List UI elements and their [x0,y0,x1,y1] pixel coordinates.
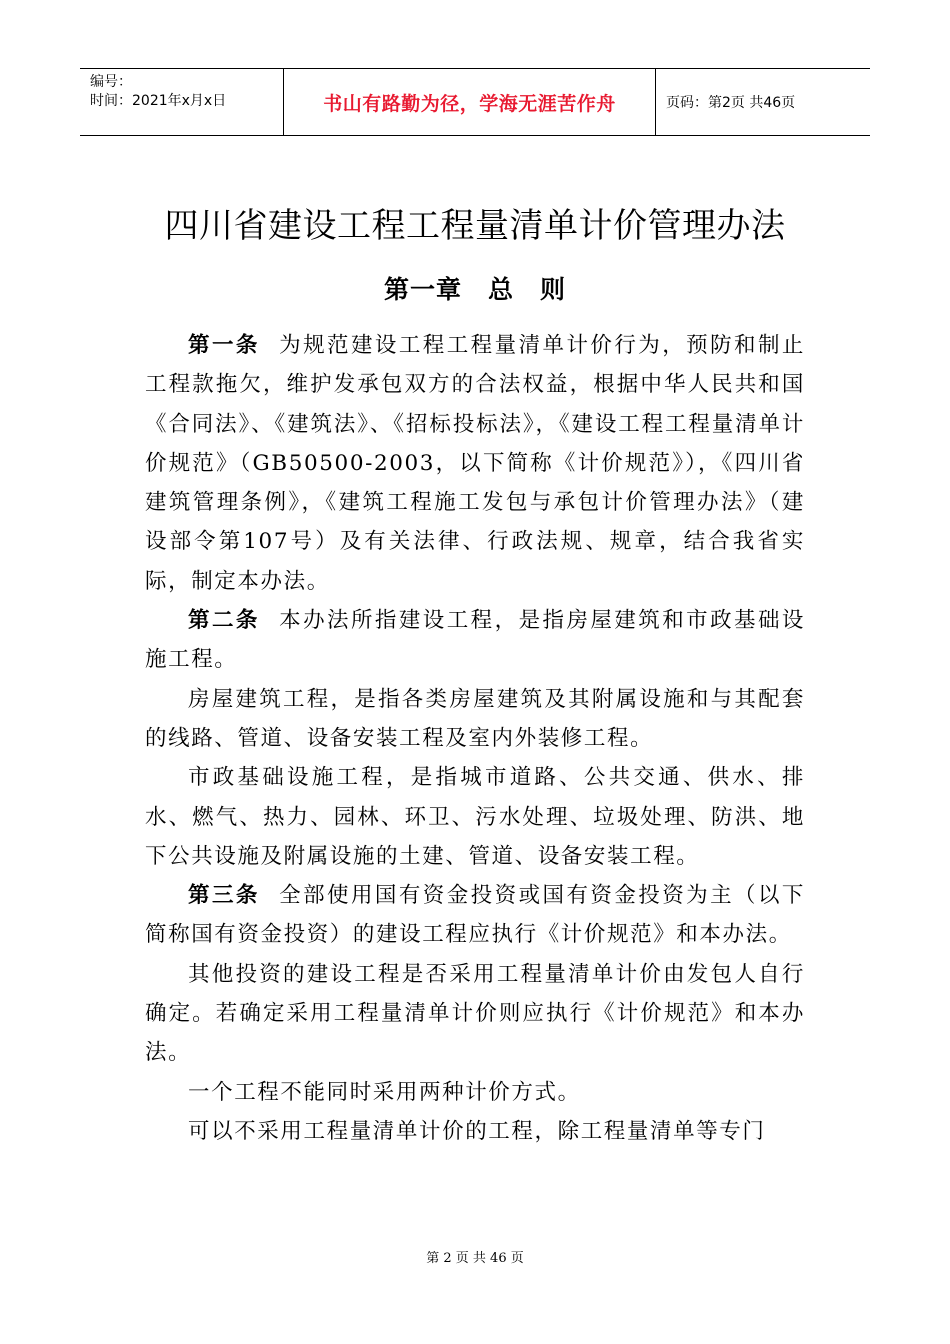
paragraph-text: 为规范建设工程工程量清单计价行为，预防和制止工程款拖欠，维护发承包双方的合法权益，根据中华人民共和国《合同法》、《建筑法》、《招标投标法》，《建设工程工程量清单计价规范》（GB50500-2003，以下简称《计价规范》），《四川省建筑管理条例》，《建筑工程施工发包与承包计价管理办法》（建设部令第107号）及有关法律、行政法规、规章，结合我省实际，制定本办法。 [145,333,805,594]
paragraph [145,955,805,1073]
document-header [80,68,870,136]
article-number: 第二条 [188,608,260,634]
article-number: 第一条 [188,333,260,358]
paragraph-text: 其他投资的建设工程是否采用工程量清单计价由发包人自行确定。若确定采用工程量清单计价则应执行《计价规范》和本办法。 [145,961,805,1066]
paragraph [145,876,805,955]
paragraph [145,1112,805,1151]
paragraph [145,326,805,601]
paragraph [145,758,805,876]
header-motto: 书山有路勤为径，学海无涯苦作舟 [283,69,656,135]
paragraph [145,601,805,680]
paragraph [145,680,805,759]
paragraph-text: 市政基础设施工程，是指城市道路、公共交通、供水、排水、燃气、热力、园林、环卫、污水处理、垃圾处理、防洪、地下公共设施及附属设施的土建、管道、设备安装工程。 [145,765,805,869]
paragraph-text: 可以不采用工程量清单计价的工程，除工程量清单等专门 [188,1118,766,1144]
number-label: 编号： [90,74,132,90]
paragraph-text: 全部使用国有资金投资或国有资金投资为主（以下简称国有资金投资）的建设工程应执行《计价规范》和本办法。 [145,883,805,948]
paragraph-text: 一个工程不能同时采用两种计价方式。 [188,1079,581,1105]
header-page-info: 页码：第2页 共46页 [666,95,796,111]
date-label: 时间：2021年x月x日 [90,93,227,109]
article-number: 第三条 [188,883,260,909]
page-footer: 第 2 页 共 46 页 [426,1251,524,1266]
paragraph-text: 房屋建筑工程，是指各类房屋建筑及其附属设施和与其配套的线路、管道、设备安装工程及室内外装修工程。 [145,686,805,751]
chapter-heading: 第一章 总 则 [383,275,566,304]
paragraph-text: 本办法所指建设工程，是指房屋建筑和市政基础设施工程。 [145,608,805,673]
header-meta [80,69,283,135]
paragraph [145,1073,805,1112]
document-body [145,326,805,1151]
document-title: 四川省建设工程工程量清单计价管理办法 [164,206,786,246]
